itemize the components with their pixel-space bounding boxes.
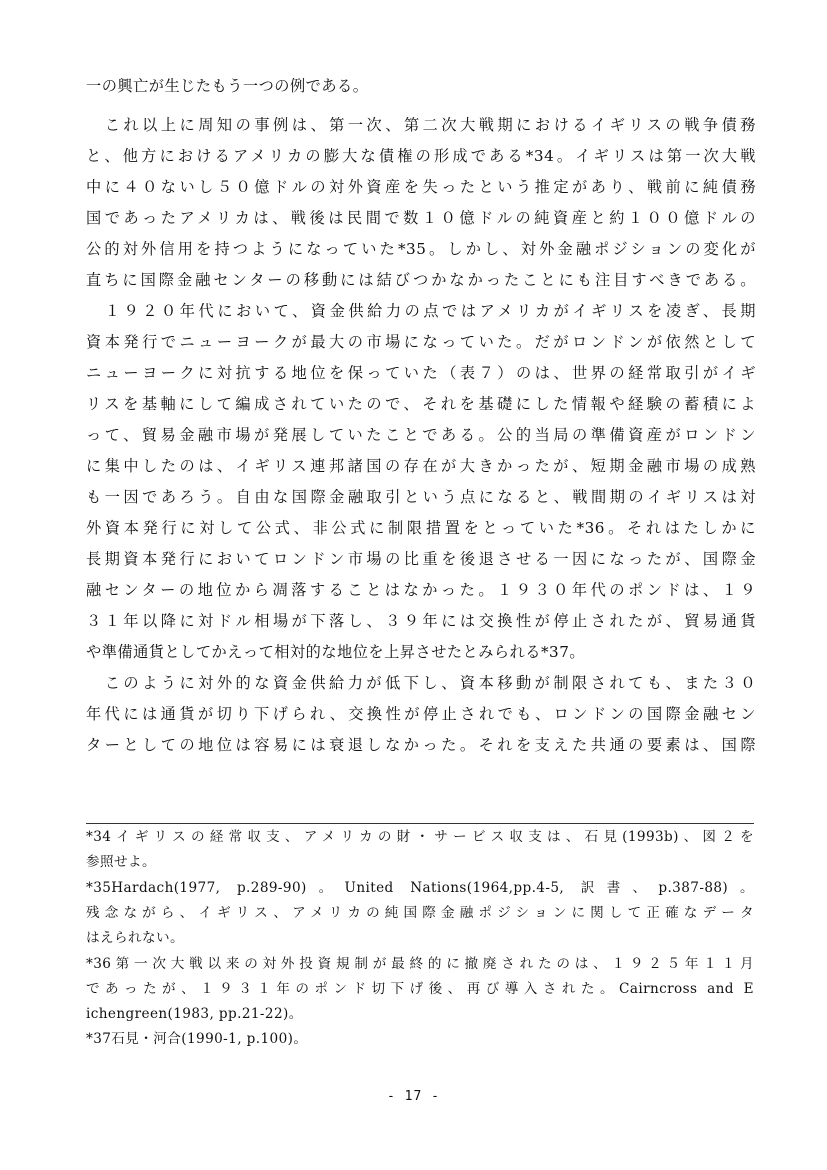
body-line: ３１年以降に対ドル相場が下落し、３９年には交換性が停止されたが、貿易通貨	[86, 612, 756, 630]
body-line: 公的対外信用を持つようになっていた*35。しかし、対外金融ポジションの変化が	[86, 240, 756, 258]
body-line: 長期資本発行においてロンドン市場の比重を後退させる一因になったが、国際金	[86, 550, 756, 568]
body-line: 年代には通貨が切り下げられ、交換性が停止されでも、ロンドンの国際金融セン	[86, 705, 756, 723]
body-line: って、貿易金融市場が発展していたことである。公的当局の準備資産がロンドン	[86, 426, 756, 444]
body-line: 外資本発行に対して公式、非公式に制限措置をとっていた*36。それはたしかに	[86, 519, 756, 537]
body-line: や準備通貨としてかえって相対的な地位を上昇させたとみられる*37。	[86, 643, 586, 661]
footnote-line: *35Hardach(1977, p.289-90)。United Nations(1964,pp.4-5, 訳書、p.387-88)。	[86, 880, 754, 896]
body-line: 直ちに国際金融センターの移動には結びつかなかったことにも注目すべきである。	[86, 271, 756, 289]
footnote-line: *36第一次大戦以来の対外投資規制が最終的に撤廃されたのは、１９２５年１１月	[86, 956, 754, 972]
body-line: 国であったアメリカは、戦後は民間で数１０億ドルの純資産と約１００億ドルの	[86, 209, 756, 227]
footnote-line: はえられない。	[86, 930, 184, 946]
body-line: に集中したのは、イギリス連邦諸国の存在が大きかったが、短期金融市場の成熟	[86, 457, 756, 475]
body-line: ニューヨークに対抗する地位を保っていた（表７）のは、世界の経常取引がイギ	[86, 364, 756, 382]
footnote-separator	[86, 823, 754, 824]
body-line: と、他方におけるアメリカの膨大な債権の形成である*34。イギリスは第一次大戦	[86, 147, 756, 165]
footnote-line: ichengreen(1983, pp.21-22)。	[86, 1006, 303, 1022]
body-line: リスを基軸にして編成されていたので、それを基礎にした情報や経験の蓄積によ	[86, 395, 756, 413]
body-line: １９２０年代において、資金供給力の点ではアメリカがイギリスを凌ぎ、長期	[86, 302, 756, 320]
footnote-line: 残念ながら、イギリス、アメリカの純国際金融ポジションに関して正確なデータ	[86, 905, 754, 921]
body-line: 資本発行でニューヨークが最大の市場になっていた。だがロンドンが依然として	[86, 333, 756, 351]
body-line: ターとしての地位は容易には衰退しなかった。それを支えた共通の要素は、国際	[86, 736, 756, 754]
page-number: - 17 -	[387, 1089, 440, 1104]
body-line: 一の興亡が生じたもう一つの例である。	[86, 77, 369, 95]
body-line: 中に４０ないし５０億ドルの対外資産を失ったという推定があり、戦前に純債務	[86, 178, 756, 196]
footnote-line: であったが、１９３１年のポンド切下げ後、再び導入された。Cairncross and E	[86, 981, 754, 997]
footnote-line: *34イギリスの経常収支、アメリカの財・サービス収支は、石見(1993b)、図２を	[86, 829, 754, 845]
body-line: このように対外的な資金供給力が低下し、資本移動が制限されても、また３０	[86, 674, 756, 692]
body-line: これ以上に周知の事例は、第一次、第二次大戦期におけるイギリスの戦争債務	[86, 116, 756, 134]
body-line: 融センターの地位から凋落することはなかった。１９３０年代のポンドは、１９	[86, 581, 756, 599]
footnote-line: *37石見・河合(1990-1, p.100)。	[86, 1031, 308, 1047]
body-line: も一因であろう。自由な国際金融取引という点になると、戦間期のイギリスは対	[86, 488, 756, 506]
footnote-line: 参照せよ。	[86, 854, 156, 870]
